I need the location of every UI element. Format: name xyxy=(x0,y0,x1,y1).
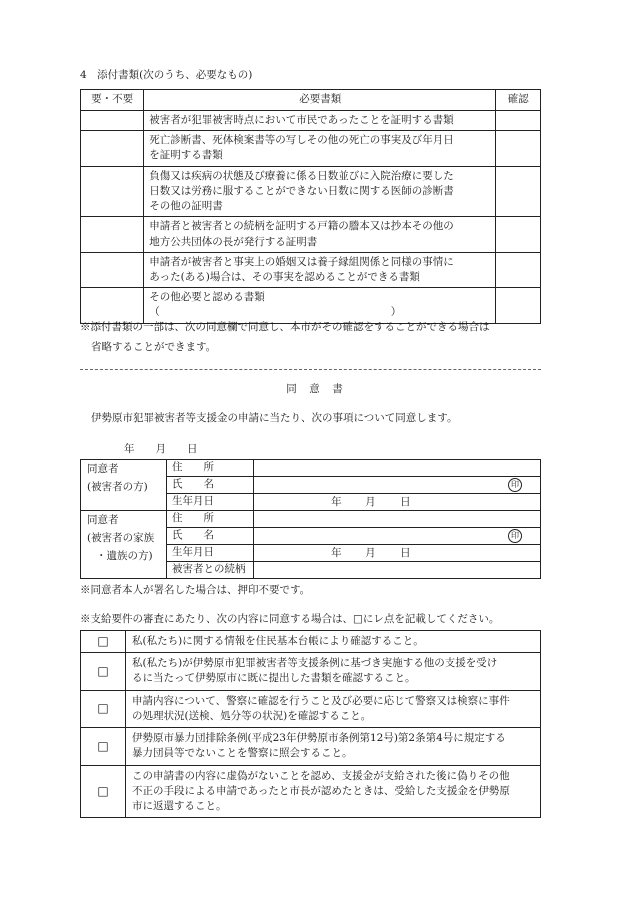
consenter-group-victim: 同意者 (被害者の方) xyxy=(81,460,167,511)
column-header-confirm: 確認 xyxy=(496,90,541,111)
checklist-item-text: 私(私たち)に関する情報を住民基本台帳により確認すること。 xyxy=(126,631,541,653)
address-field[interactable] xyxy=(254,460,541,477)
required-cell[interactable] xyxy=(81,252,144,287)
name-field[interactable] xyxy=(254,528,541,545)
checklist-item-text: 申請内容について、警察に確認を行うこと及び必要に応じて警察又は検察に事件 の処理状況(送検、処分等の状況)を確認すること。 xyxy=(126,690,541,727)
checklist-item-text: この申請書の内容に虚偽がないことを認め、支援金が支給された後に偽りその他 不正の手段による申請であったと市長が認めたときは、受給した支援金を伊勢原 市に返還すること。 xyxy=(126,765,541,818)
confirm-cell[interactable] xyxy=(496,131,541,166)
relation-field[interactable] xyxy=(254,562,541,579)
checklist-item xyxy=(81,728,541,765)
address-field[interactable] xyxy=(254,511,541,528)
name-label: 氏 名 xyxy=(167,528,254,545)
required-cell[interactable] xyxy=(81,166,144,217)
attachment-row xyxy=(81,252,541,287)
checklist-item-text: 伊勢原市暴力団排除条例(平成23年伊勢原市条例第12号)第2条第4号に規定する 暴力団員等でないことを警察に照会すること。 xyxy=(126,728,541,765)
consenter-group-family: 同意者 (被害者の家族 ・遺族の方) xyxy=(81,511,167,579)
checklist-item xyxy=(81,690,541,727)
checklist-item xyxy=(81,653,541,690)
consent-date[interactable]: 年 月 日 xyxy=(124,443,198,455)
column-header-required: 要・不要 xyxy=(81,90,144,111)
relation-label: 被害者との続柄 xyxy=(167,562,254,579)
confirm-cell[interactable] xyxy=(496,217,541,252)
attachment-row xyxy=(81,217,541,252)
confirm-cell[interactable] xyxy=(496,288,541,323)
seal-note: ※同意者本人が署名した場合は、押印不要です。 xyxy=(80,584,311,596)
attachments-table xyxy=(80,89,541,324)
address-label: 住 所 xyxy=(167,460,254,477)
checkbox[interactable]: □ xyxy=(81,631,126,653)
checkbox[interactable]: □ xyxy=(81,690,126,727)
seal-icon: 印 xyxy=(508,529,522,543)
checklist-item xyxy=(81,765,541,818)
checklist-intro: ※支給要件の審査にあたり、次の内容に同意する場合は、□にレ点を記載してください。 xyxy=(80,613,500,625)
seal-icon: 印 xyxy=(508,478,522,492)
attachments-note-line2: 省略することができます。 xyxy=(91,341,217,353)
attachment-row xyxy=(81,288,541,323)
attachment-document: その他必要と認める書類 （ ） xyxy=(144,288,496,323)
consent-row-address-2 xyxy=(81,511,541,528)
attachment-document: 申請者と被害者との続柄を証明する戸籍の謄本又は抄本その他の 地方公共団体の長が発行する証明書 xyxy=(144,217,496,252)
address-label: 住 所 xyxy=(167,511,254,528)
required-cell[interactable] xyxy=(81,217,144,252)
attachment-row xyxy=(81,131,541,166)
checkbox[interactable]: □ xyxy=(81,728,126,765)
attachments-note-line1: ※添付書類の一部は、次の同意欄で同意し、本市がその確認をすることができる場合は xyxy=(80,321,490,333)
required-cell[interactable] xyxy=(81,288,144,323)
required-cell[interactable] xyxy=(81,111,144,131)
attachment-row xyxy=(81,166,541,217)
attachment-document: 負傷又は疾病の状態及び療養に係る日数並びに入院治療に要した 日数又は労務に服することができない日数に関する医師の診断書 その他の証明書 xyxy=(144,166,496,217)
column-header-document: 必要書類 xyxy=(144,90,496,111)
name-field[interactable] xyxy=(254,477,541,494)
attachment-row xyxy=(81,111,541,131)
birthdate-field[interactable]: 年 月 日 xyxy=(254,494,541,511)
consent-intro: 伊勢原市犯罪被害者等支援金の申請に当たり、次の事項について同意します。 xyxy=(91,412,458,424)
checkbox[interactable]: □ xyxy=(81,653,126,690)
attachment-document: 死亡診断書、死体検案書等の写しその他の死亡の事実及び年月日 を証明する書類 xyxy=(144,131,496,166)
attachment-document: 申請者が被害者と事実上の婚姻又は養子縁組関係と同様の事情に あった(ある)場合は、その事実を認めることができる書類 xyxy=(144,252,496,287)
checklist-item-text: 私(私たち)が伊勢原市犯罪被害者等支援条例に基づき実施する他の支援を受け るに当たって伊勢原市に既に提出した書類を確認すること。 xyxy=(126,653,541,690)
consent-title: 同 意 書 xyxy=(286,383,344,395)
attachments-heading: 4 添付書類(次のうち、必要なもの) xyxy=(80,69,253,81)
consent-table xyxy=(80,459,541,579)
other-documents-field[interactable]: （ ） xyxy=(149,306,402,319)
checkbox[interactable]: □ xyxy=(81,765,126,818)
confirm-cell[interactable] xyxy=(496,111,541,131)
checklist-item xyxy=(81,631,541,653)
birthdate-label: 生年月日 xyxy=(167,494,254,511)
confirm-cell[interactable] xyxy=(496,252,541,287)
section-divider xyxy=(80,369,541,370)
required-cell[interactable] xyxy=(81,131,144,166)
birthdate-label: 生年月日 xyxy=(167,545,254,562)
name-label: 氏 名 xyxy=(167,477,254,494)
birthdate-field[interactable]: 年 月 日 xyxy=(254,545,541,562)
checklist-table xyxy=(80,630,541,818)
consent-row-address-1 xyxy=(81,460,541,477)
confirm-cell[interactable] xyxy=(496,166,541,217)
attachments-header-row xyxy=(81,90,541,111)
attachment-document: 被害者が犯罪被害時点において市民であったことを証明する書類 xyxy=(144,111,496,131)
